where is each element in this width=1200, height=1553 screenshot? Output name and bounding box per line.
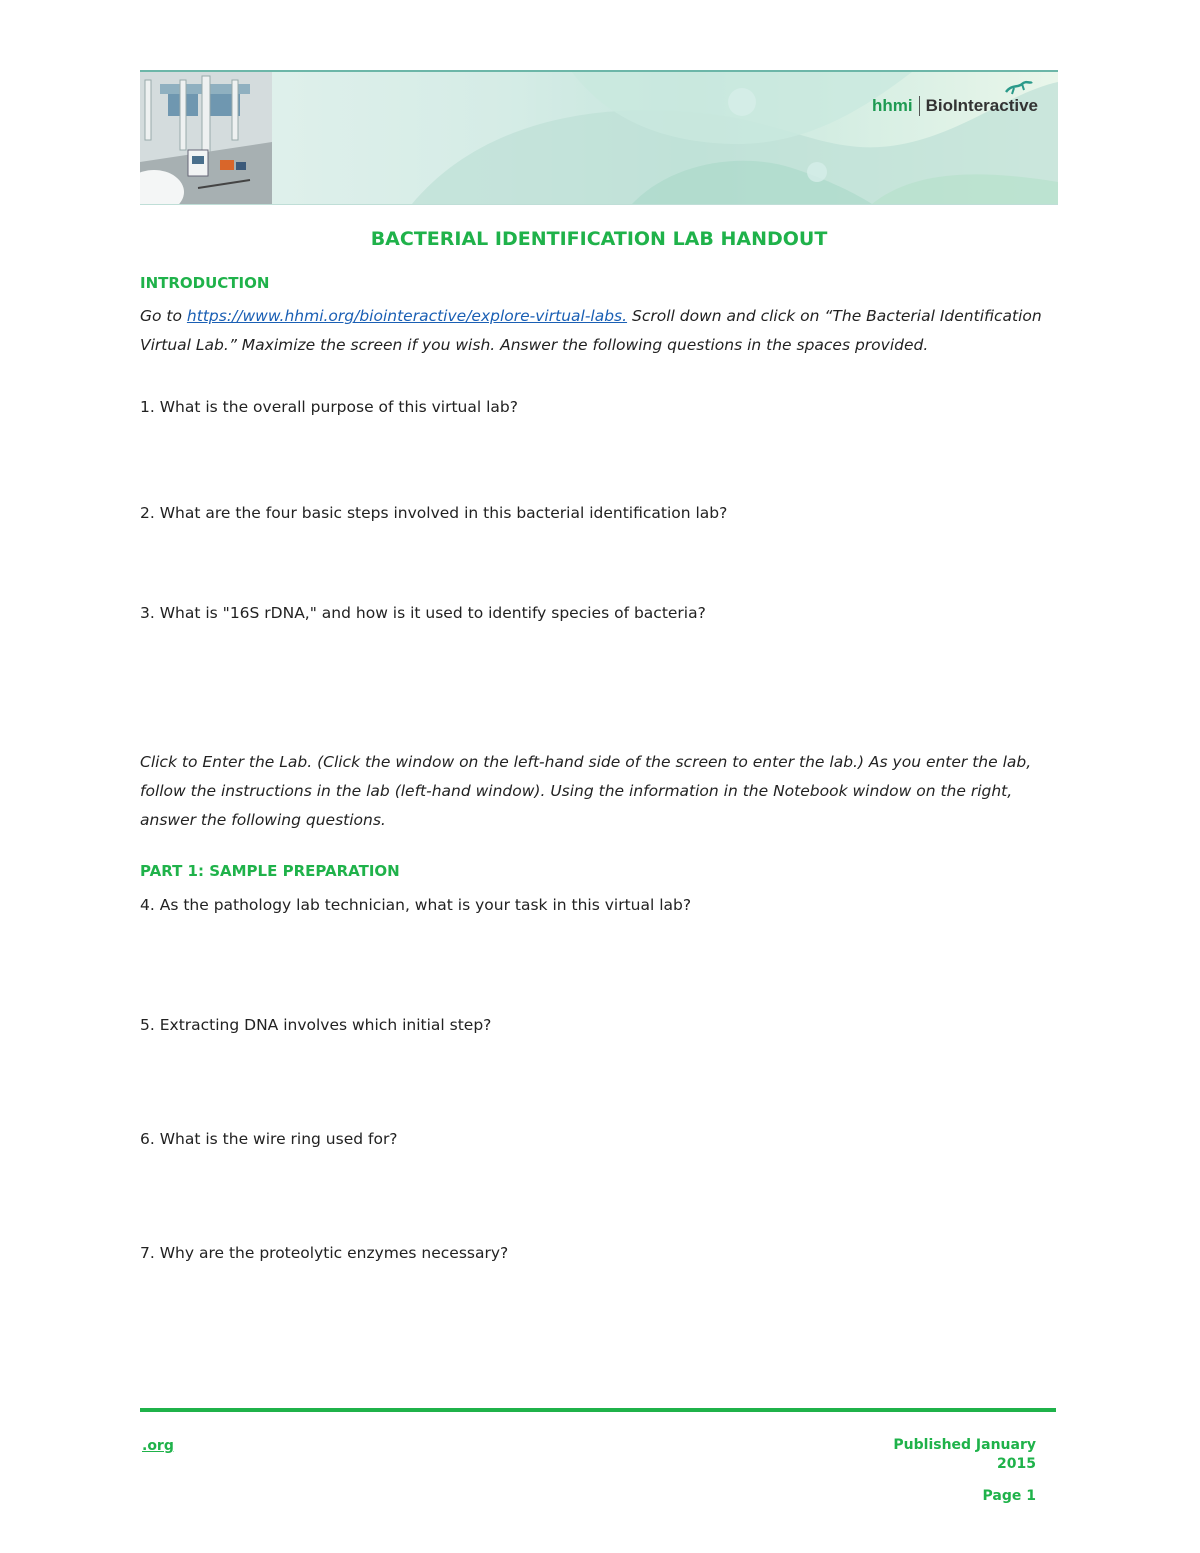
decorative-swirl — [272, 72, 1058, 204]
introduction-paragraph — [140, 302, 1058, 360]
logo-separator — [919, 96, 920, 116]
question-text: As the pathology lab technician, what is your task in this virtual lab? — [154, 896, 692, 914]
question-number: 6. — [140, 1130, 155, 1148]
document-title: BACTERIAL IDENTIFICATION LAB HANDOUT — [370, 228, 828, 250]
footer-published — [893, 1436, 1036, 1474]
question-text: Why are the proteolytic enzymes necessary? — [154, 1244, 509, 1262]
question-number: 3. — [140, 604, 155, 622]
question-number: 1. — [140, 398, 155, 416]
part1-heading: PART 1: SAMPLE PREPARATION — [140, 862, 400, 880]
question-number: 4. — [140, 896, 155, 914]
intro-text-after-link: Scroll down and click on “The Bacterial Identification Virtual Lab.” Maximize the screen if you wish. Answer the following questions in the spaces provided. — [140, 307, 1042, 354]
question-text: Extracting DNA involves which initial step? — [154, 1016, 492, 1034]
question-text: What is the overall purpose of this virtual lab? — [154, 398, 518, 416]
question-6 — [140, 1130, 1058, 1148]
lab-photo — [140, 72, 272, 204]
question-7 — [140, 1244, 1058, 1262]
header-banner — [140, 70, 1058, 205]
question-2 — [140, 504, 1058, 522]
question-text: What is the wire ring used for? — [154, 1130, 398, 1148]
logo-lizard-icon — [1004, 78, 1034, 98]
introduction-heading: INTRODUCTION — [140, 274, 270, 292]
question-text: What are the four basic steps involved in this bacterial identification lab? — [154, 504, 728, 522]
logo-hhmi-text: hhmi — [871, 96, 913, 115]
virtual-labs-link[interactable]: https://www.hhmi.org/biointeractive/explore-virtual-labs. — [186, 307, 628, 325]
question-3 — [140, 604, 1058, 622]
question-5 — [140, 1016, 1058, 1034]
footer-page-number: Page 1 — [982, 1488, 1036, 1504]
question-text: What is "16S rDNA," and how is it used to identify species of bacteria? — [154, 604, 706, 622]
question-number: 5. — [140, 1016, 155, 1034]
footer-published-line1: Published January — [893, 1437, 1036, 1453]
question-4 — [140, 896, 1058, 914]
question-number: 7. — [140, 1244, 155, 1262]
footer-org-link[interactable]: .org — [142, 1438, 174, 1454]
footer-published-line2: 2015 — [997, 1456, 1036, 1472]
question-1 — [140, 398, 1058, 416]
enter-lab-paragraph: Click to Enter the Lab. (Click the window on the left-hand side of the screen to enter the lab.) As you enter the lab, follow the instructions in the lab (left-hand window). Using the information in the Notebook window on the right, answer the following questions. — [140, 753, 1032, 829]
lab-equipment-illustration — [140, 72, 272, 204]
logo-biointeractive-text: BioInteractive — [925, 96, 1038, 115]
footer-divider — [140, 1408, 1056, 1412]
question-number: 2. — [140, 504, 155, 522]
intro-text-before-link: Go to — [140, 307, 187, 325]
